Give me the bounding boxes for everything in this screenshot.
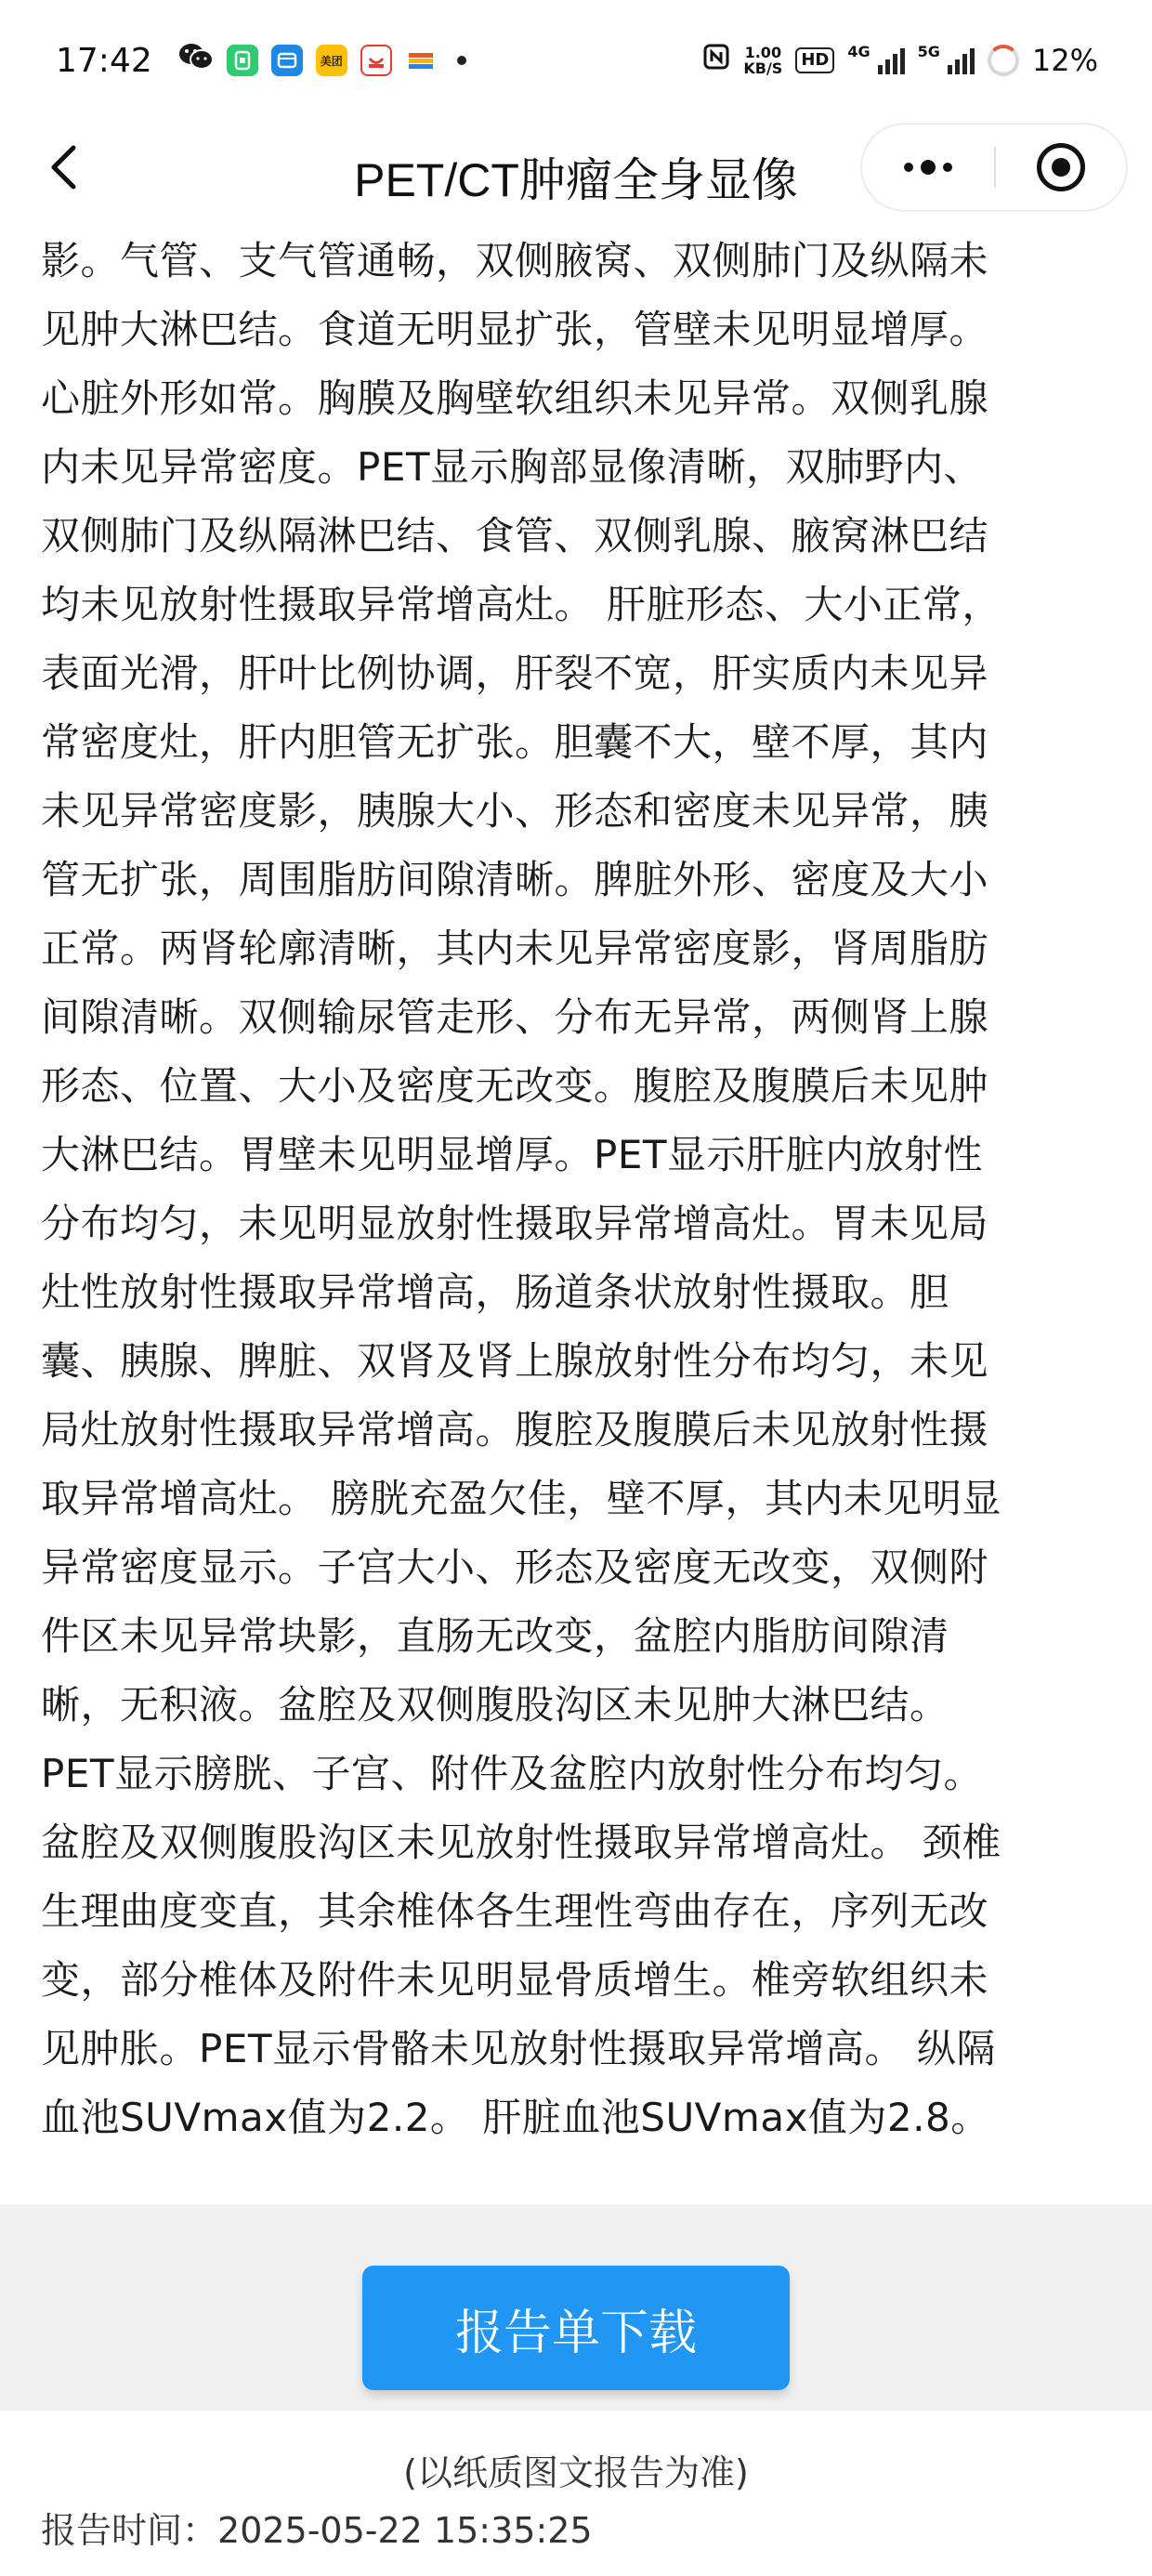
status-left [56,42,466,80]
report-line: 分布均匀，未见明显放射性摄取异常增高灶。胃未见局 [41,1201,989,1246]
status-right [702,43,1098,78]
battery-percent: 12% [1031,43,1098,78]
report-line: 异常密度显示。子宫大小、形态及密度无改变，双侧附 [41,1544,989,1590]
nav-bar [0,121,1152,214]
more-dot-icon [904,163,913,172]
report-line: 囊、胰腺、脾脏、双肾及肾上腺放射性分布均匀，未见 [41,1338,989,1384]
report-line: PET显示膀胱、子宫、附件及盆腔内放射性分布均匀。 [41,1751,984,1796]
more-dot-icon [921,160,936,175]
report-line: 见肿胀。PET显示骨骼未见放射性摄取异常增高。 纵隔 [41,2026,996,2071]
report-line: 取异常增高灶。 膀胱充盈欠佳，壁不厚，其内未见明显 [41,1476,1001,1521]
report-line: 常密度灶，肝内胆管无扩张。胆囊不大，壁不厚，其内 [41,719,989,765]
report-time [41,2502,593,2553]
green-app-icon [227,45,258,76]
nfc-icon [702,43,730,78]
download-section [0,2204,1152,2411]
report-line: 心脏外形如常。胸膜及胸壁软组织未见异常。双侧乳腺 [41,375,989,421]
report-line: 晰，无积液。盆腔及双侧腹股沟区未见肿大淋巴结。 [41,1682,949,1728]
report-line: 生理曲度变直，其余椎体各生理性弯曲存在，序列无改 [41,1888,989,1934]
report-line: 局灶放射性摄取异常增高。腹腔及腹膜后未见放射性摄 [41,1407,989,1452]
report-line: 管无扩张，周围脂肪间隙清晰。脾脏外形、密度及大小 [41,857,989,902]
mini-program-capsule [860,123,1128,212]
report-time-label: 报告时间： [41,2510,218,2551]
taobao-icon [360,45,392,76]
net-speed [743,45,782,76]
report-line: 内未见异常密度。PET显示胸部显像清晰，双肺野内、 [41,444,984,490]
report-line: 血池SUVmax值为2.2。 肝脏血池SUVmax值为2.8。 [41,2095,990,2140]
close-mini-program-button[interactable] [996,125,1126,210]
report-line: 表面光滑，肝叶比例协调，肝裂不宽，肝实质内未见异 [41,651,989,696]
more-dot-icon [943,163,952,172]
net-speed-unit: KB/S [743,59,783,77]
paper-report-note: (以纸质图文报告为准) [403,2452,749,2493]
wechat-icon [178,42,214,80]
status-bar [0,0,1152,121]
signal-5g-icon [948,46,975,74]
meituan-icon: 美团 [316,45,347,76]
report-line: 大淋巴结。胃壁未见明显增厚。PET显示肝脏内放射性 [41,1132,984,1177]
report-line: 盆腔及双侧腹股沟区未见放射性摄取异常增高灶。 颈椎 [41,1820,1001,1865]
report-line: 变，部分椎体及附件未见明显骨质增生。椎旁软组织未 [41,1957,989,2003]
report-line: 正常。两肾轮廓清晰，其内未见异常密度影，肾周脂肪 [41,926,989,971]
report-time-value: 2025-05-22 15:35:25 [217,2510,593,2551]
report-body [41,227,1111,2152]
page-title: PET/CT肿瘤全身显像 [354,154,798,206]
report-line: 间隙清晰。双侧输尿管走形、分布无异常，两侧肾上腺 [41,994,989,1040]
signal-5g-label: 5G [917,43,940,60]
report-line: 双侧肺门及纵隔淋巴结、食管、双侧乳腺、腋窝淋巴结 [41,513,989,559]
report-line: 形态、位置、大小及密度无改变。腹腔及腹膜后未见肿 [41,1063,989,1109]
target-icon [1037,143,1085,191]
battery-icon [988,45,1019,76]
report-line: 件区未见异常块影，直肠无改变，盆腔内脂肪间隙清 [41,1613,949,1659]
report-line: 见肿大淋巴结。食道无明显扩张，管壁未见明显增厚。 [41,307,989,352]
blue-app-icon [271,45,303,76]
report-line: 灶性放射性摄取异常增高，肠道条状放射性摄取。胆 [41,1269,949,1315]
notification-dot-icon [457,56,466,65]
download-report-button[interactable]: 报告单下载 [362,2266,790,2390]
hd-badge: HD [795,47,834,73]
report-line: 影。气管、支气管通畅，双侧腋窝、双侧肺门及纵隔未 [41,238,989,283]
report-line: 均未见放射性摄取异常增高灶。 肝脏形态、大小正常， [41,582,1001,627]
report-line: 未见异常密度影，胰腺大小、形态和密度未见异常，胰 [41,788,989,834]
net-speed-value: 1.00 [744,44,782,61]
signal-4g-icon [878,46,905,74]
status-time: 17:42 [56,41,152,80]
card-app-icon [405,45,437,76]
signal-4g-label: 4G [847,43,871,60]
more-button[interactable] [862,125,994,210]
